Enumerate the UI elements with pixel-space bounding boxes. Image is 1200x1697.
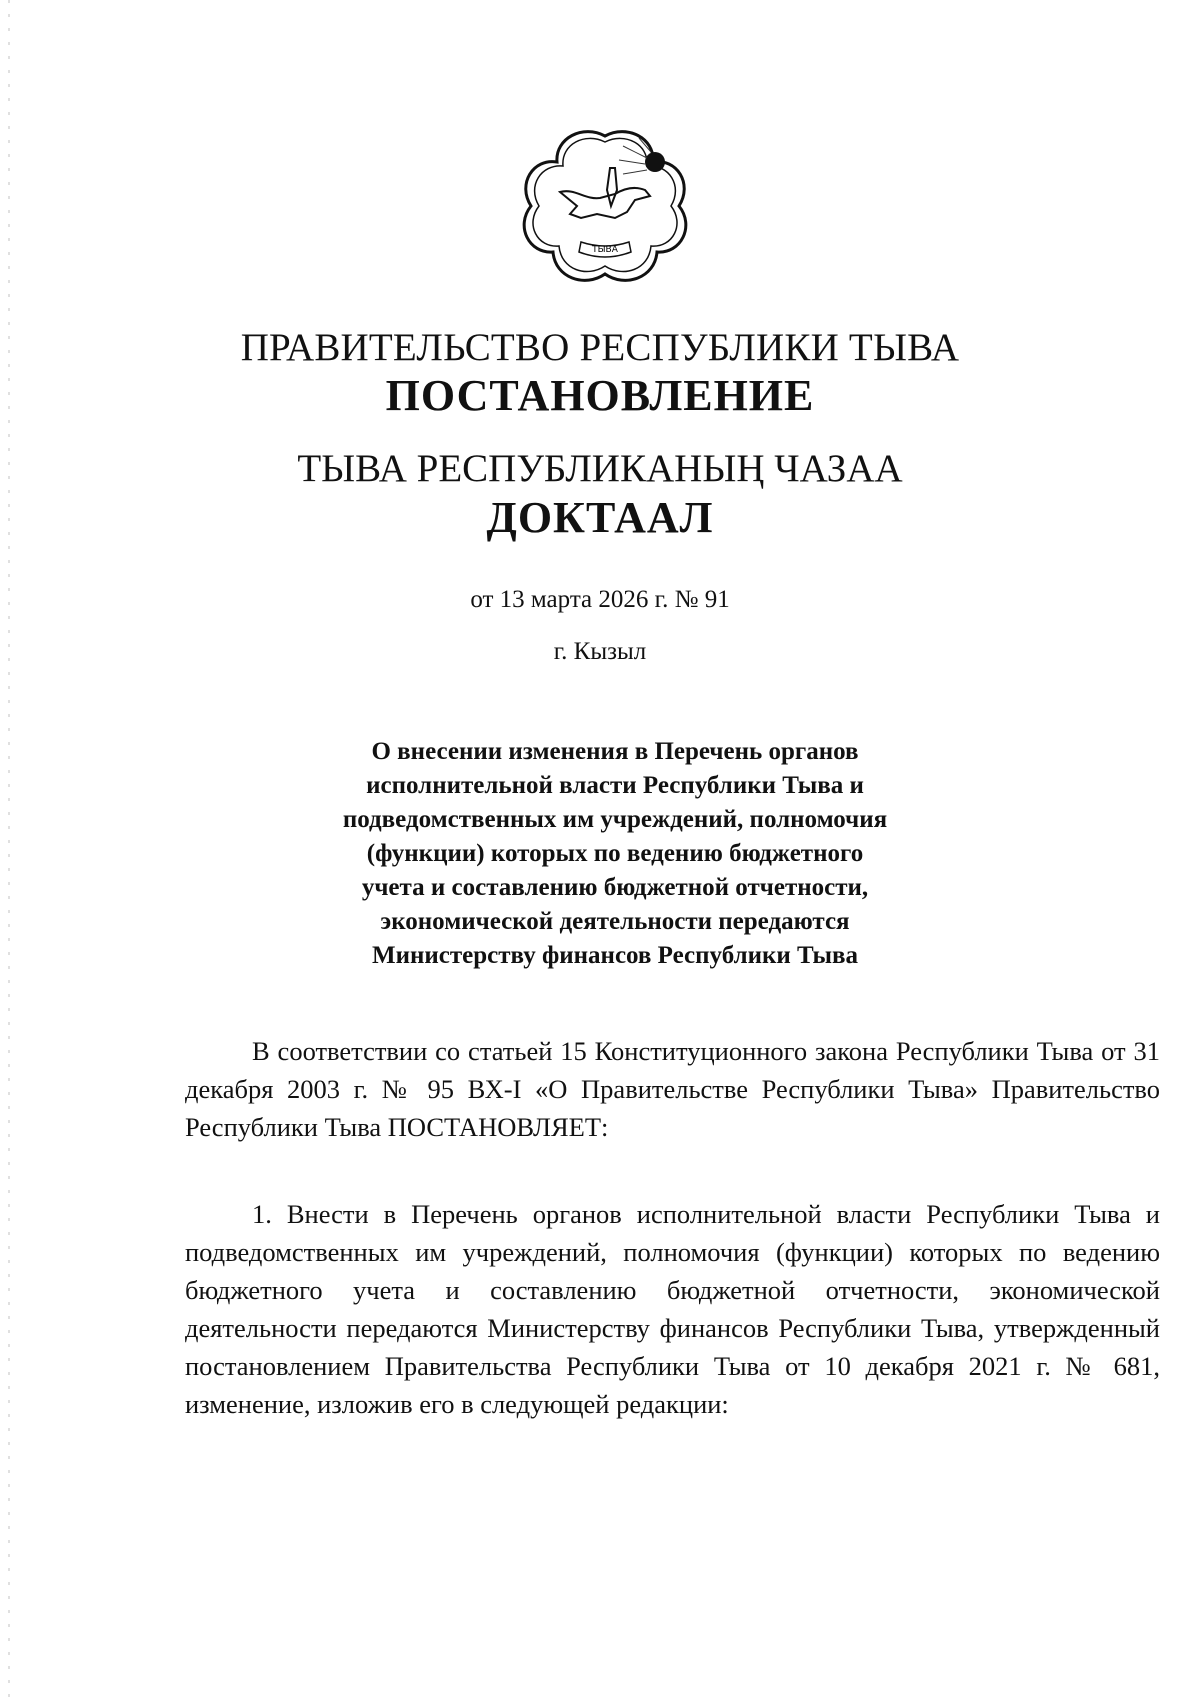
paragraph-item-1: 1. Внести в Перечень органов исполнительной власти Республики Тыва и подведомственных им учреждений, полномочия (функции) которых по ведению бюджетного учета и составлению бюджетной отчетности, экономической деятельности передаются Министерству финансов Республики Тыва, утвержденный постановлением Правительства Республики Тыва от 10 декабря 2021 г. № 681, изменение, изложив его в следующей редакции: xyxy=(185,1199,1160,1419)
paragraph-preamble: В соответствии со статьей 15 Конституционного закона Республики Тыва от 31 декабря 2003 г. № 95 ВХ-I «О Правительстве Республики Тыва» Правительство Республики Тыва ПОСТАНОВЛЯЕТ: xyxy=(185,1036,1160,1142)
emblem-text: ТЫВА xyxy=(592,245,618,255)
government-name-tyv: ТЫВА РЕСПУБЛИКАНЫҢ ЧАЗАА xyxy=(297,447,903,490)
government-name-ru: ПРАВИТЕЛЬСТВО РЕСПУБЛИКИ ТЫВА xyxy=(240,326,960,369)
document-title: О внесении изменения в Перечень органов исполнительной власти Республики Тыва и подведомственных им учреждений, полномочия (функции) которых по ведению бюджетного учета и составлению бюджетной отчетности, экономической деятельности передаются Министерству финансов Республики Тыва xyxy=(342,738,888,969)
document-type-ru: ПОСТАНОВЛЕНИЕ xyxy=(385,371,815,420)
document-date-number: от 13 марта 2026 г. № 91 xyxy=(470,586,730,613)
scan-edge-artifact xyxy=(8,0,10,1697)
document-type-tyv: ДОКТААЛ xyxy=(486,493,714,542)
document-city: г. Кызыл xyxy=(553,638,647,665)
tuva-emblem xyxy=(515,128,695,288)
